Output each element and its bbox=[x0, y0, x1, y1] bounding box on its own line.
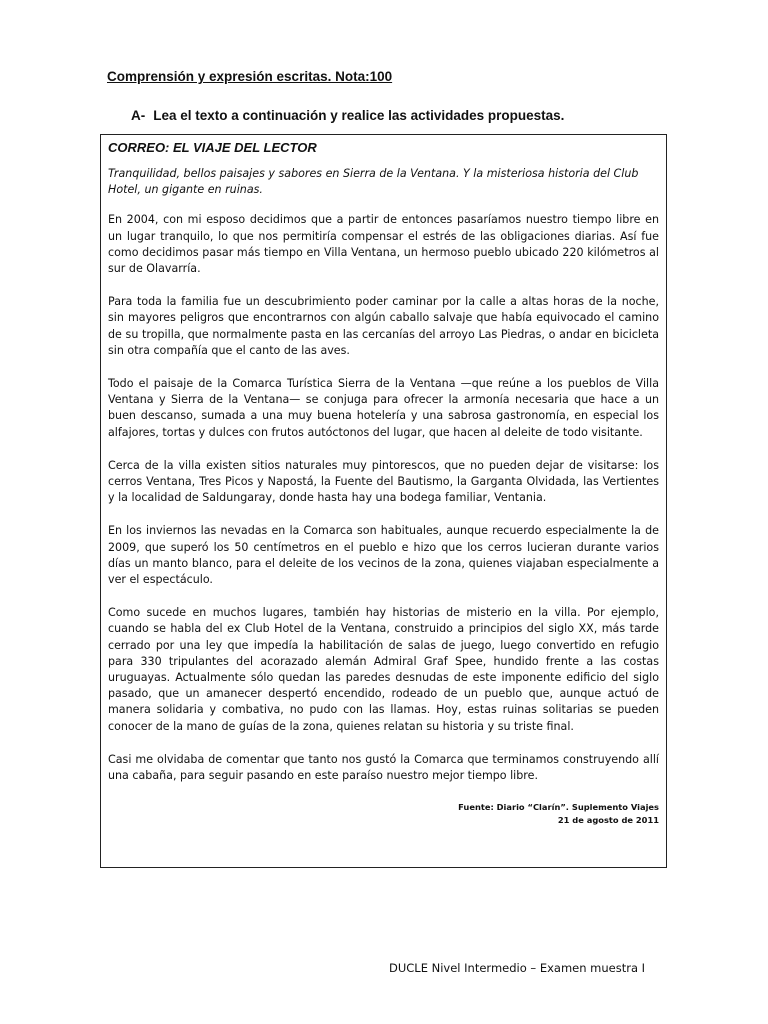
source-date: 21 de agosto de 2011 bbox=[557, 815, 659, 826]
article-title: CORREO: EL VIAJE DEL LECTOR bbox=[108, 140, 317, 155]
section-heading: Comprensión y expresión escritas. Nota:100 bbox=[107, 69, 393, 84]
page-footer: DUCLE Nivel Intermedio – Examen muestra I bbox=[389, 961, 646, 975]
instruction-marker: A- bbox=[131, 108, 146, 123]
article-paragraph: Todo el paisaje de la Comarca Turística Sierra de la Ventana —que reúne a los pueblos de Villa Ventana y Sierra de la Ventana— se conjuga para ofrecer la armonía necesaria que hace a un buen descanso, sumada a una muy buena hotelería y una sabrosa gastronomía, en especial los alfajores, tortas y dulces con frutos autóctonos del lugar, que hacen al deleite de todo visitante. bbox=[108, 377, 659, 439]
source-publication: Fuente: Diario “Clarín”. Suplemento Viajes bbox=[458, 802, 659, 813]
instruction-line bbox=[131, 108, 564, 123]
instruction-text: Lea el texto a continuación y realice las actividades propuestas. bbox=[153, 108, 565, 123]
article-subtitle: Tranquilidad, bellos paisajes y sabores en Sierra de la Ventana. Y la misteriosa historia del Club Hotel, un gigante en ruinas. bbox=[108, 167, 639, 197]
article-paragraph: En 2004, con mi esposo decidimos que a partir de entonces pasaríamos nuestro tiempo libre en un lugar tranquilo, lo que nos permitiría compensar el estrés de las obligaciones diarias. Así fue como decidimos pasar más tiempo en Villa Ventana, un hermoso pueblo ubicado 220 kilómetros al sur de Olavarría. bbox=[108, 213, 659, 276]
article-paragraph: Para toda la familia fue un descubrimiento poder caminar por la calle a altas horas de la noche, sin mayores peligros que encontrarnos con algún caballo salvaje que había equivocado el camino de su tropilla, que normalmente pasta en las cercanías del arroyo Las Piedras, o andar en bicicleta sin otra compañía que el canto de las aves. bbox=[108, 295, 659, 357]
article-box bbox=[100, 134, 667, 868]
article-paragraph: Casi me olvidaba de comentar que tanto nos gustó la Comarca que terminamos construyendo allí una cabaña, para seguir pasando en este paraíso nuestro mejor tiempo libre. bbox=[108, 752, 659, 783]
article-paragraph: Como sucede en muchos lugares, también hay historias de misterio en la villa. Por ejemplo, cuando se habla del ex Club Hotel de la Ventana, construido a principios del siglo XX, más tarde cerrado por una ley que impedía la habilitación de salas de juego, luego convertido en refugio para 330 tripulantes del acorazado alemán Admiral Graf Spee, hundido frente a las costas uruguayas. Actualmente sólo quedan las paredes desnudas de este imponente edificio del siglo pasado, que un amanecer despertó encendido, rodeado de un pueblo que, aunque actuó de manera solidaria y combativa, no pudo con las llamas. Hoy, estas ruinas solitarias se pueden conocer de la mano de guías de la zona, quienes relatan su historia y su triste final. bbox=[108, 606, 659, 733]
article-source bbox=[108, 801, 659, 827]
article-paragraph: En los inviernos las nevadas en la Comarca son habituales, aunque recuerdo especialmente la de 2009, que superó los 50 centímetros en el pueblo e hizo que los cerros lucieran durante varios días un manto blanco, para el deleite de los vecinos de la zona, quienes viajaban especialmente a ver el espectáculo. bbox=[108, 524, 659, 587]
article-paragraph: Cerca de la villa existen sitios naturales muy pintorescos, que no pueden dejar de visitarse: los cerros Ventana, Tres Picos y Napostá, la Fuente del Bautismo, la Garganta Olvidada, las Vertientes y la localidad de Saldungaray, donde hasta hay una bodega familiar, Ventania. bbox=[108, 458, 659, 505]
